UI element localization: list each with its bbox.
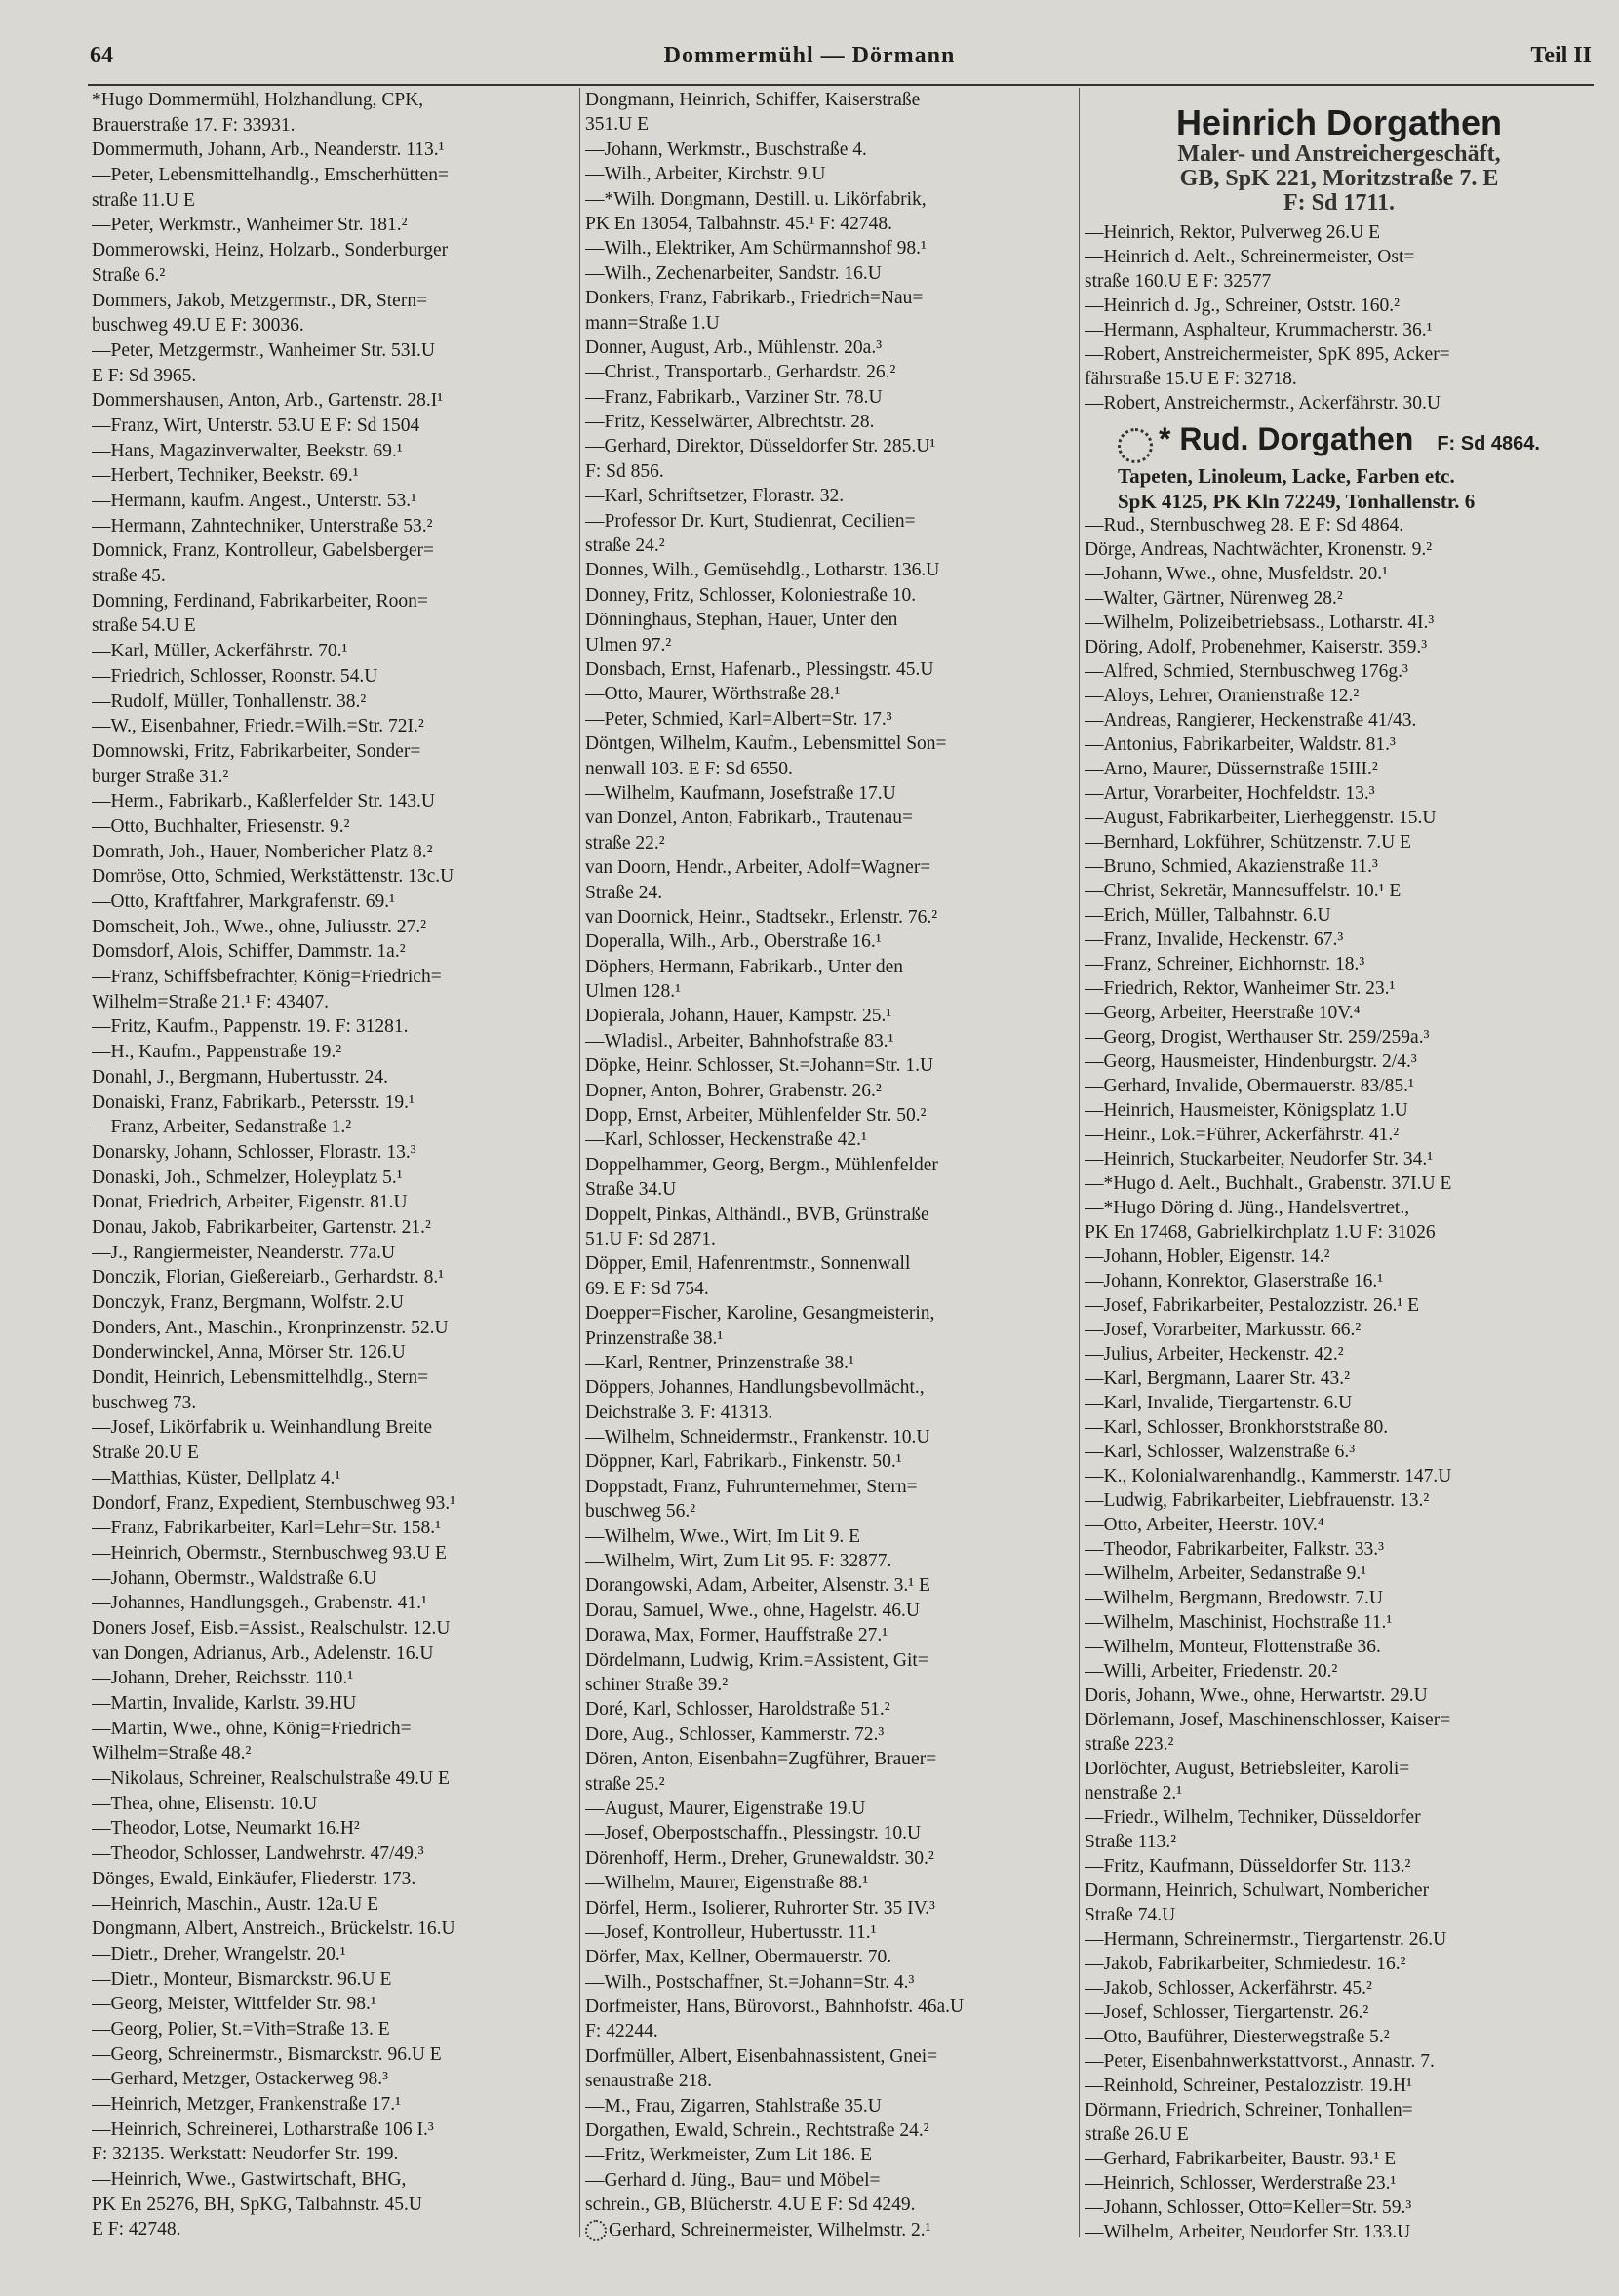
- entry-line: Domröse, Otto, Schmied, Werkstättenstr. 13c.U: [92, 866, 454, 888]
- entry-line: —Matthias, Küster, Dellplatz 4.¹: [92, 1467, 341, 1488]
- entry-line: Donczik, Florian, Gießereiarb., Gerhardstr. 8.¹: [92, 1267, 445, 1288]
- entry-line: van Dongen, Adrianus, Arb., Adelenstr. 16.U: [92, 1643, 434, 1664]
- entry-line: —Gerhard, Invalide, Obermauerstr. 83/85.¹: [1085, 1076, 1414, 1096]
- entry-line: Deichstraße 3. F: 41313.: [585, 1402, 773, 1423]
- entry-line: —Georg, Schreinermstr., Bismarckstr. 96.U E: [92, 2043, 442, 2065]
- wreath-icon: [1118, 428, 1153, 463]
- entry-line: —Friedr., Wilhelm, Techniker, Düsseldorfer: [1085, 1807, 1421, 1828]
- entry-line: —H., Kaufm., Pappenstraße 19.²: [92, 1042, 342, 1063]
- entry-line: Doris, Johann, Wwe., ohne, Herwartstr. 29.U: [1085, 1685, 1428, 1706]
- entry-line: —Johann, Dreher, Reichsstr. 110.¹: [92, 1668, 354, 1689]
- column-divider: [1079, 88, 1080, 2237]
- entry-line: —Heinrich, Metzger, Frankenstraße 17.¹: [92, 2094, 401, 2115]
- entry-line: straße 54.U E: [92, 615, 196, 637]
- entry-line: —Julius, Arbeiter, Heckenstr. 42.²: [1085, 1344, 1344, 1365]
- entry-line: —Heinrich d. Aelt., Schreinermeister, Ost=: [1085, 247, 1415, 267]
- entry-line: —Wilhelm, Kaufmann, Josefstraße 17.U: [585, 782, 896, 804]
- entry-line: —Franz, Invalide, Heckenstr. 67.³: [1085, 930, 1344, 950]
- entry-line: —Johann, Schlosser, Otto=Keller=Str. 59.³: [1085, 2197, 1412, 2218]
- entry-line: —Wilh., Postschaffner, St.=Johann=Str. 4.³: [585, 1971, 915, 1993]
- entry-line: —Otto, Maurer, Wörthstraße 28.¹: [585, 684, 841, 705]
- entry-line: Donsbach, Ernst, Hafenarb., Plessingstr. 45.U: [585, 658, 934, 680]
- entry-line: —Arno, Maurer, Düssernstraße 15III.²: [1085, 759, 1378, 779]
- entry-line: straße 160.U E F: 32577: [1085, 271, 1272, 292]
- entry-line: Donkers, Franz, Fabrikarb., Friedrich=Nau=: [585, 288, 924, 309]
- entry-line: mann=Straße 1.U: [585, 312, 720, 334]
- page-title: Dommermühl — Dörmann: [663, 43, 956, 68]
- entry-line: Donders, Ant., Maschin., Kronprinzenstr. 52.U: [92, 1317, 449, 1338]
- entry-line: —Josef, Oberpostschaffn., Plessingstr. 10.U: [585, 1823, 922, 1844]
- entry-line: straße 26.U E: [1085, 2124, 1189, 2145]
- entry-line: —Franz, Schiffsbefrachter, König=Friedrich=: [92, 967, 442, 988]
- entry-line: —Jakob, Schlosser, Ackerfährstr. 45.²: [1085, 1978, 1372, 1999]
- entry-line: straße 11.U E: [92, 189, 195, 211]
- entry-line: Donderwinckel, Anna, Mörser Str. 126.U: [92, 1342, 406, 1364]
- entry-line: PK En 17468, Gabrielkirchplatz 1.U F: 31026: [1085, 1222, 1436, 1243]
- entry-line: —Karl, Schriftsetzer, Florastr. 32.: [585, 486, 845, 507]
- entry-line: —Karl, Schlosser, Bronkhorststraße 80.: [1085, 1417, 1389, 1438]
- column-1: [92, 88, 575, 2242]
- entry-line: —Heinrich, Hausmeister, Königsplatz 1.U: [1085, 1100, 1408, 1121]
- ad-line: Tapeten, Linoleum, Lacke, Farben etc.: [1118, 463, 1455, 488]
- ad-line: SpK 4125, PK Kln 72249, Tonhallenstr. 6: [1118, 489, 1476, 513]
- entry-line: straße 24.²: [585, 535, 665, 557]
- entry-line: —Ludwig, Fabrikarbeiter, Liebfrauenstr. 13.²: [1085, 1490, 1430, 1511]
- entry-line: —Wilhelm, Wirt, Zum Lit 95. F: 32877.: [585, 1551, 892, 1572]
- entry-line: —Josef, Fabrikarbeiter, Pestalozzistr. 26.¹ E: [1085, 1295, 1419, 1316]
- entry-line: Ulmen 128.¹: [585, 981, 681, 1003]
- entry-line: —Johannes, Handlungsgeh., Grabenstr. 41.¹: [92, 1593, 427, 1614]
- entry-line: Dorawa, Max, Former, Hauffstraße 27.¹: [585, 1625, 888, 1646]
- entry-line: —Georg, Polier, St.=Vith=Straße 13. E: [92, 2018, 390, 2039]
- entry-line: —K., Kolonialwarenhandlg., Kammerstr. 147.U: [1085, 1466, 1452, 1486]
- entry-line: —M., Frau, Zigarren, Stahlstraße 35.U: [585, 2095, 882, 2117]
- entry-line: Donahl, J., Bergmann, Hubertusstr. 24.: [92, 1066, 389, 1088]
- entry-line: —Johann, Werkmstr., Buschstraße 4.: [585, 139, 867, 160]
- entry-line: —Karl, Schlosser, Walzenstraße 6.³: [1085, 1442, 1356, 1462]
- entry-line: —Otto, Buchhalter, Friesenstr. 9.²: [92, 815, 350, 837]
- entry-line: —Wilhelm, Maschinist, Hochstraße 11.¹: [1085, 1612, 1393, 1633]
- entry-line: —Karl, Bergmann, Laarer Str. 43.²: [1085, 1368, 1350, 1389]
- entry-line: 69. E F: Sd 754.: [585, 1278, 709, 1299]
- entry-line: Dörmann, Friedrich, Schreiner, Tonhallen=: [1085, 2100, 1413, 2120]
- entry-line: Straße 74.U: [1085, 1905, 1176, 1925]
- entry-line: —Dietr., Monteur, Bismarckstr. 96.U E: [92, 1968, 392, 1990]
- entry-line: —Fritz, Kaufmann, Düsseldorfer Str. 113.²: [1085, 1856, 1411, 1877]
- entry-line: Dorfmeister, Hans, Bürovorst., Bahnhofstr. 46a.U: [585, 1997, 965, 2018]
- entry-line: Dördelmann, Ludwig, Krim.=Assistent, Git=: [585, 1649, 928, 1671]
- entry-line: —Theodor, Fabrikarbeiter, Falkstr. 33.³: [1085, 1539, 1385, 1560]
- entry-line: straße 223.²: [1085, 1734, 1174, 1755]
- entry-line: Dorau, Samuel, Wwe., ohne, Hagelstr. 46.U: [585, 1600, 920, 1621]
- entry-line: Döphers, Hermann, Fabrikarb., Unter den: [585, 956, 903, 977]
- entry-line: Donat, Friedrich, Arbeiter, Eigenstr. 81.U: [92, 1192, 408, 1213]
- entry-line: *Hugo Dommermühl, Holzhandlung, CPK,: [92, 90, 424, 110]
- entry-line: —Franz, Fabrikarb., Varziner Str. 78.U: [585, 386, 883, 408]
- entry-line: —Wilhelm, Arbeiter, Neudorfer Str. 133.U: [1085, 2222, 1411, 2242]
- entry-line: —Franz, Schreiner, Eichhornstr. 18.³: [1085, 954, 1365, 974]
- entry-line: —*Wilh. Dongmann, Destill. u. Likörfabrik,: [585, 188, 927, 210]
- entry-line: schiner Straße 39.²: [585, 1675, 729, 1695]
- entry-line: —Thea, ohne, Elisenstr. 10.U: [92, 1793, 318, 1814]
- ad-line: GB, SpK 221, Moritzstraße 7. E: [1179, 166, 1499, 191]
- entry-line: —Karl, Rentner, Prinzenstraße 38.¹: [585, 1352, 854, 1373]
- entry-line: Dommershausen, Anton, Arb., Gartenstr. 28.I¹: [92, 390, 444, 412]
- entry-line: Doppelt, Pinkas, Althändl., BVB, Grünstraße: [585, 1204, 929, 1225]
- entry-line: Dormann, Heinrich, Schulwart, Nombericher: [1085, 1880, 1430, 1901]
- entry-line: —Antonius, Fabrikarbeiter, Waldstr. 81.³: [1085, 734, 1396, 755]
- entry-line: —Josef, Vorarbeiter, Markusstr. 66.²: [1085, 1320, 1362, 1340]
- entry-line: E F: 42748.: [92, 2219, 181, 2240]
- entry-line: —Rud., Sternbuschweg 28. E F: Sd 4864.: [1085, 515, 1404, 535]
- entry-line: —Fritz, Kaufm., Pappenstr. 19. F: 31281.: [92, 1016, 409, 1038]
- entry-line: —Karl, Müller, Ackerfährstr. 70.¹: [92, 641, 348, 662]
- entry-line: Donnes, Wilh., Gemüsehdlg., Lotharstr. 136.U: [585, 560, 940, 581]
- entry-line: —Wilhelm, Monteur, Flottenstraße 36.: [1085, 1637, 1381, 1657]
- entry-line: Döntgen, Wilhelm, Kaufm., Lebensmittel Son=: [585, 733, 947, 755]
- section-label: Teil II: [1530, 43, 1592, 68]
- entry-line: —Johann, Hobler, Eigenstr. 14.²: [1085, 1247, 1330, 1267]
- entry-line: —Georg, Meister, Wittfelder Str. 98.¹: [92, 1994, 376, 2015]
- entry-line: —Otto, Arbeiter, Heerstr. 10V.⁴: [1085, 1515, 1324, 1535]
- entry-line: —*Hugo Döring d. Jüng., Handelsvertret.,: [1085, 1198, 1410, 1218]
- entry-line: —Erich, Müller, Talbahnstr. 6.U: [1085, 905, 1331, 926]
- entry-line: Döppner, Karl, Fabrikarb., Finkenstr. 50.¹: [585, 1451, 902, 1473]
- entry-line: —Wilhelm, Wwe., Wirt, Im Lit 9. E: [585, 1525, 861, 1547]
- entry-line: —Walter, Gärtner, Nürenweg 28.²: [1085, 588, 1343, 609]
- entry-line: —Johann, Obermstr., Waldstraße 6.U: [92, 1567, 377, 1589]
- entry-line: Wilhelm=Straße 48.²: [92, 1743, 252, 1764]
- entry-line: —Reinhold, Schreiner, Pestalozzistr. 19.H¹: [1085, 2076, 1412, 2096]
- entry-line: —Martin, Invalide, Karlstr. 39.HU: [92, 1693, 357, 1714]
- entry-line: Dorlöchter, August, Betriebsleiter, Karoli=: [1085, 1759, 1410, 1779]
- entry-line: —Bernhard, Lokführer, Schützenstr. 7.U E: [1085, 832, 1411, 852]
- entry-line: —Gerhard, Fabrikarbeiter, Baustr. 93.¹ E: [1085, 2149, 1397, 2169]
- entry-line: —Herbert, Techniker, Beekstr. 69.¹: [92, 465, 359, 487]
- entry-line: 51.U F: Sd 2871.: [585, 1228, 716, 1249]
- entry-line: —Alfred, Schmied, Sternbuschweg 176g.³: [1085, 661, 1408, 682]
- entry-line: —Heinr., Lok.=Führer, Ackerfährstr. 41.²: [1085, 1125, 1400, 1145]
- entry-line: fährstraße 15.U E F: 32718.: [1085, 369, 1297, 389]
- entry-line: Donaski, Joh., Schmelzer, Holeyplatz 5.¹: [92, 1167, 403, 1188]
- entry-line: —Karl, Schlosser, Heckenstraße 42.¹: [585, 1129, 867, 1151]
- entry-line: Domning, Ferdinand, Fabrikarbeiter, Roon=: [92, 590, 428, 612]
- entry-line: Dommers, Jakob, Metzgermstr., DR, Stern=: [92, 290, 428, 311]
- entry-line: F: Sd 856.: [585, 460, 664, 482]
- entry-line: Donau, Jakob, Fabrikarbeiter, Gartenstr. 21.²: [92, 1216, 431, 1238]
- entry-line: Domnick, Franz, Kontrolleur, Gabelsberger=: [92, 540, 435, 562]
- entry-line: —Theodor, Lotse, Neumarkt 16.H²: [92, 1818, 360, 1840]
- entry-line: nenstraße 2.¹: [1085, 1783, 1183, 1803]
- entry-line: Dongmann, Heinrich, Schiffer, Kaiserstraße: [585, 90, 921, 110]
- entry-line: —Josef, Schlosser, Tiergartenstr. 26.²: [1085, 2002, 1369, 2023]
- entry-line: —Wilhelm, Schneidermstr., Frankenstr. 10.U: [585, 1427, 930, 1448]
- entry-line: straße 25.²: [585, 1773, 665, 1795]
- entry-line: Dondorf, Franz, Expedient, Sternbuschweg 93.¹: [92, 1492, 456, 1514]
- entry-line: PK En 25276, BH, SpKG, Talbahnstr. 45.U: [92, 2194, 422, 2215]
- entry-line: —Wilh., Arbeiter, Kirchstr. 9.U: [585, 164, 826, 185]
- page-number: 64: [90, 43, 113, 68]
- entry-line: nenwall 103. E F: Sd 6550.: [585, 758, 793, 779]
- entry-line: Straße 20.U E: [92, 1443, 199, 1464]
- entry-line: buschweg 49.U E F: 30036.: [92, 315, 304, 336]
- entry-line: —Martin, Wwe., ohne, König=Friedrich=: [92, 1718, 412, 1739]
- entry-line: —*Hugo d. Aelt., Buchhalt., Grabenstr. 37I.U E: [1085, 1173, 1452, 1194]
- advertisement-rud-dorgathen: [1081, 419, 1619, 514]
- entry-line: —Peter, Werkmstr., Wanheimer Str. 181.²: [92, 215, 408, 236]
- entry-line: —Peter, Lebensmittelhandlg., Emscherhütten=: [92, 165, 449, 186]
- entry-line: —Peter, Schmied, Karl=Albert=Str. 17.³: [585, 708, 892, 730]
- entry-line: Straße 113.²: [1085, 1832, 1176, 1852]
- entry-line: —Peter, Metzgermstr., Wanheimer Str. 53I.U: [92, 339, 436, 361]
- entry-line: —Heinrich, Rektor, Pulverweg 26.U E: [1085, 222, 1381, 243]
- entry-line: —August, Fabrikarbeiter, Lierheggenstr. 15.U: [1085, 808, 1437, 828]
- entry-line: —Aloys, Lehrer, Oranienstraße 12.²: [1085, 686, 1360, 706]
- entry-line: —Johann, Konrektor, Glaserstraße 16.¹: [1085, 1271, 1384, 1291]
- entry-line: —Herm., Fabrikarb., Kaßlerfelder Str. 143.U: [92, 791, 435, 812]
- entry-line: Doré, Karl, Schlosser, Haroldstraße 51.²: [585, 1699, 890, 1721]
- entry-line: Domrath, Joh., Hauer, Nombericher Platz 8.²: [92, 841, 433, 862]
- entry-line: Straße 6.²: [92, 264, 166, 286]
- entry-line: —Johann, Wwe., ohne, Musfeldstr. 20.¹: [1085, 564, 1388, 584]
- entry-line: Dorangowski, Adam, Arbeiter, Alsenstr. 3.¹ E: [585, 1575, 930, 1597]
- entry-line: Donarsky, Johann, Schlosser, Florastr. 13.³: [92, 1141, 416, 1163]
- entry-line: —Heinrich, Schreinerei, Lotharstraße 106 I.³: [92, 2118, 434, 2140]
- entry-line: Dören, Anton, Eisenbahn=Zugführer, Brauer=: [585, 1749, 937, 1770]
- entry-line: schrein., GB, Blücherstr. 4.U E F: Sd 4249.: [585, 2195, 916, 2216]
- entry-line: —Hermann, kaufm. Angest., Unterstr. 53.¹: [92, 491, 416, 511]
- entry-line: —Georg, Hausmeister, Hindenburgstr. 2/4.³: [1085, 1051, 1417, 1072]
- entry-line: —Wilhelm, Bergmann, Bredowstr. 7.U: [1085, 1588, 1383, 1608]
- entry-line: Döring, Adolf, Probenehmer, Kaiserstr. 359.³: [1085, 637, 1428, 657]
- column-3-part-1: [1085, 220, 1597, 416]
- ad-phone: F: Sd 4864.: [1437, 433, 1540, 455]
- entry-line: —Friedrich, Schlosser, Roonstr. 54.U: [92, 665, 378, 687]
- entry-line: Domscheit, Joh., Wwe., ohne, Juliusstr. 27.²: [92, 916, 426, 937]
- entry-line: —Gerhard d. Jüng., Bau= und Möbel=: [585, 2169, 881, 2191]
- ad-name: Heinrich Dorgathen: [1175, 102, 1503, 142]
- entry-line: Donczyk, Franz, Bergmann, Wolfstr. 2.U: [92, 1292, 404, 1313]
- entry-line: —Otto, Kraftfahrer, Markgrafenstr. 69.¹: [92, 891, 396, 912]
- entry-line: Prinzenstraße 38.¹: [585, 1327, 724, 1349]
- entry-line: Dopp, Ernst, Arbeiter, Mühlenfelder Str. 50.²: [585, 1105, 927, 1127]
- entry-line: straße 22.²: [585, 832, 665, 853]
- entry-line: Doppelhammer, Georg, Bergm., Mühlenfelder: [585, 1154, 938, 1175]
- entry-line: —Fritz, Kesselwärter, Albrechtstr. 28.: [585, 412, 875, 433]
- entry-line: —Bruno, Schmied, Akazienstraße 11.³: [1085, 856, 1378, 877]
- entry-line: —Hermann, Zahntechniker, Unterstraße 53.²: [92, 515, 433, 536]
- entry-line: Dorfmüller, Albert, Eisenbahnassistent, Gnei=: [585, 2045, 938, 2067]
- entry-line: Domsdorf, Alois, Schiffer, Dammstr. 1a.²: [92, 941, 406, 963]
- header-rule: [88, 84, 1594, 86]
- entry-line: 351.U E: [585, 114, 649, 136]
- entry-line: —Karl, Invalide, Tiergartenstr. 6.U: [1085, 1393, 1353, 1413]
- entry-line: Dörge, Andreas, Nachtwächter, Kronenstr. 9.²: [1085, 539, 1433, 560]
- entry-line: straße 45.: [92, 566, 166, 587]
- entry-line: Döpper, Emil, Hafenrentmstr., Sonnenwall: [585, 1253, 911, 1275]
- entry-line: —Friedrich, Rektor, Wanheimer Str. 23.¹: [1085, 978, 1396, 999]
- entry-line: Donney, Fritz, Schlosser, Koloniestraße 10.: [585, 584, 917, 606]
- entry-line: —Nikolaus, Schreiner, Realschulstraße 49.U E: [92, 1768, 450, 1790]
- entry-line: —Wilhelm, Maurer, Eigenstraße 88.¹: [585, 1873, 869, 1894]
- ad-line: Maler- und Anstreichergeschäft,: [1177, 141, 1501, 167]
- entry-line: Dorgathen, Ewald, Schrein., Rechtstraße 24.²: [585, 2120, 929, 2142]
- entry-line: Dönges, Ewald, Einkäufer, Fliederstr. 173.: [92, 1868, 416, 1889]
- entry-line: Dörlemann, Josef, Maschinenschlosser, Kaiser=: [1085, 1710, 1451, 1730]
- entry-line: —Wilh., Elektriker, Am Schürmannshof 98.¹: [585, 238, 927, 259]
- entry-line: Dopner, Anton, Bohrer, Grabenstr. 26.²: [585, 1080, 882, 1101]
- entry-line: —Franz, Fabrikarbeiter, Karl=Lehr=Str. 158.¹: [92, 1518, 441, 1539]
- entry-line: van Donzel, Anton, Fabrikarb., Trautenau=: [585, 808, 913, 829]
- entry-line: —W., Eisenbahner, Friedr.=Wilh.=Str. 72I.²: [92, 716, 424, 737]
- entry-line: Dommerowski, Heinz, Holzarb., Sonderburger: [92, 240, 449, 261]
- column-divider: [579, 88, 580, 2237]
- entry-line: Doepper=Fischer, Karoline, Gesangmeisterin,: [585, 1303, 935, 1325]
- entry-line: —Gerhard, Direktor, Düsseldorfer Str. 285.U¹: [585, 436, 936, 457]
- entry-line: Dommermuth, Johann, Arb., Neanderstr. 113.¹: [92, 139, 445, 161]
- entry-line: buschweg 56.²: [585, 1501, 696, 1523]
- entry-line: Dörenhoff, Herm., Dreher, Grunewaldstr. 30.²: [585, 1847, 934, 1869]
- entry-line: —Heinrich, Schlosser, Werderstraße 23.¹: [1085, 2173, 1397, 2194]
- entry-line: Straße 34.U: [585, 1179, 677, 1201]
- entry-line: van Doornick, Heinr., Stadtsekr., Erlenstr. 76.²: [585, 906, 938, 928]
- entry-line: —Wilhelm, Polizeibetriebsass., Lotharstr. 4I.³: [1085, 613, 1435, 633]
- entry-line: —Fritz, Werkmeister, Zum Lit 186. E: [585, 2145, 873, 2166]
- entry-line: —Heinrich, Obermstr., Sternbuschweg 93.U E: [92, 1542, 447, 1564]
- entry-line: —Willi, Arbeiter, Friedenstr. 20.²: [1085, 1661, 1338, 1682]
- entry-line: E F: Sd 3965.: [92, 365, 197, 386]
- entry-line: —Christ, Sekretär, Mannesuffelstr. 10.¹ E: [1085, 881, 1402, 901]
- entry-line: —Franz, Arbeiter, Sedanstraße 1.²: [92, 1117, 352, 1138]
- entry-line: F: 42244.: [585, 2021, 658, 2042]
- entry-line: Straße 24.: [585, 882, 663, 903]
- entry-line: —Hermann, Schreinermstr., Tiergartenstr. 26.U: [1085, 1929, 1447, 1950]
- entry-line: Domnowski, Fritz, Fabrikarbeiter, Sonder=: [92, 740, 421, 762]
- entry-line: —Robert, Anstreichermeister, SpK 895, Acker=: [1085, 344, 1450, 365]
- entry-line: Döpke, Heinr. Schlosser, St.=Johann=Str. 1.U: [585, 1055, 934, 1077]
- entry-line: Dondit, Heinrich, Lebensmittelhdlg., Stern=: [92, 1367, 429, 1389]
- wreath-icon: [585, 2220, 607, 2241]
- entry-text: Gerhard, Schreinermeister, Wilhelmstr. 2.¹: [609, 2219, 931, 2240]
- entry-line: —Wilh., Zechenarbeiter, Sandstr. 16.U: [585, 262, 882, 284]
- entry-line: —Heinrich, Stuckarbeiter, Neudorfer Str. 34.¹: [1085, 1149, 1434, 1169]
- entry-line: Wilhelm=Straße 21.¹ F: 43407.: [92, 991, 329, 1012]
- entry-line: —Peter, Eisenbahnwerkstattvorst., Annastr. 7.: [1085, 2051, 1435, 2072]
- advertisement-heinrich-dorgathen: [1081, 103, 1598, 216]
- entry-line: Döppers, Johannes, Handlungsbevollmächt.,: [585, 1377, 925, 1399]
- entry-line: —Robert, Anstreichermstr., Ackerfährstr. 30.U: [1085, 393, 1441, 414]
- entry-line: burger Straße 31.²: [92, 766, 229, 787]
- entry-line: Doperalla, Wilh., Arb., Oberstraße 16.¹: [585, 931, 882, 953]
- entry-line: —Jakob, Fabrikarbeiter, Schmiedestr. 16.²: [1085, 1954, 1406, 1974]
- entry-line: —Theodor, Schlosser, Landwehrstr. 47/49.³: [92, 1843, 424, 1865]
- entry-line: —Hans, Magazinverwalter, Beekstr. 69.¹: [92, 440, 403, 461]
- entry-line: Donaiski, Franz, Fabrikarb., Petersstr. 19.¹: [92, 1091, 415, 1113]
- entry-line: —Wladisl., Arbeiter, Bahnhofstraße 83.¹: [585, 1030, 894, 1051]
- column-2: [585, 88, 1073, 2242]
- entry-line: —Heinrich d. Jg., Schreiner, Oststr. 160.²: [1085, 296, 1400, 316]
- entry-line: —Gerhard, Metzger, Ostackerweg 98.³: [92, 2069, 388, 2090]
- entry-line: —Andreas, Rangierer, Heckenstraße 41/43.: [1085, 710, 1417, 731]
- entry-line: —Georg, Drogist, Werthauser Str. 259/259a.³: [1085, 1027, 1430, 1048]
- entry-line: —Georg, Arbeiter, Heerstraße 10V.⁴: [1085, 1003, 1361, 1023]
- entry-line: Dörfer, Max, Kellner, Obermauerstr. 70.: [585, 1947, 892, 1968]
- entry-line: —Artur, Vorarbeiter, Hochfeldstr. 13.³: [1085, 783, 1375, 804]
- entry-line: —Franz, Wirt, Unterstr. 53.U E F: Sd 1504: [92, 415, 420, 436]
- entry-line: buschweg 73.: [92, 1392, 197, 1413]
- entry-line: —Professor Dr. Kurt, Studienrat, Cecilien=: [585, 510, 916, 532]
- entry-line: Doners Josef, Eisb.=Assist., Realschulstr. 12.U: [92, 1617, 451, 1639]
- column-3-part-2: [1085, 513, 1597, 2244]
- entry-line: —Heinrich, Maschin., Austr. 12a.U E: [92, 1893, 379, 1915]
- entry-line: —Josef, Kontrolleur, Hubertusstr. 11.¹: [585, 1921, 877, 1943]
- entry-line: —Rudolf, Müller, Tonhallenstr. 38.²: [92, 691, 367, 712]
- entry-line: —J., Rangiermeister, Neanderstr. 77a.U: [92, 1242, 396, 1263]
- entry-line: —August, Maurer, Eigenstraße 19.U: [585, 1798, 866, 1819]
- entry-line: Dörfel, Herm., Isolierer, Ruhrorter Str. 35 IV.³: [585, 1897, 935, 1919]
- entry-line: —Josef, Likörfabrik u. Weinhandlung Breite: [92, 1417, 432, 1439]
- ad-name: * Rud. Dorgathen: [1159, 421, 1414, 456]
- entry-line: PK En 13054, Talbahnstr. 45.¹ F: 42748.: [585, 213, 893, 234]
- entry-line: senaustraße 218.: [585, 2071, 712, 2092]
- entry-line: Dönninghaus, Stephan, Hauer, Unter den: [585, 610, 898, 631]
- ad-line: F: Sd 1711.: [1283, 190, 1396, 216]
- entry-line: Donner, August, Arb., Mühlenstr. 20a.³: [585, 336, 883, 358]
- entry-line: —Otto, Bauführer, Diesterwegstraße 5.²: [1085, 2027, 1390, 2047]
- entry-line: —Wilhelm, Arbeiter, Sedanstraße 9.¹: [1085, 1564, 1367, 1584]
- entry-line: F: 32135. Werkstatt: Neudorfer Str. 199.: [92, 2144, 399, 2165]
- entry-line: Ulmen 97.²: [585, 634, 672, 655]
- entry-line: van Doorn, Hendr., Arbeiter, Adolf=Wagner=: [585, 857, 931, 879]
- entry-line: [585, 2218, 1073, 2242]
- entry-line: —Dietr., Dreher, Wrangelstr. 20.¹: [92, 1943, 346, 1964]
- entry-line: Dore, Aug., Schlosser, Kammerstr. 72.³: [585, 1723, 885, 1745]
- entry-line: —Hermann, Asphalteur, Krummacherstr. 36.¹: [1085, 320, 1433, 340]
- entry-line: Doppstadt, Franz, Fuhrunternehmer, Stern=: [585, 1476, 918, 1497]
- entry-line: Dongmann, Albert, Anstreich., Brückelstr. 16.U: [92, 1919, 455, 1940]
- entry-line: Brauerstraße 17. F: 33931.: [92, 114, 296, 136]
- entry-line: —Heinrich, Wwe., Gastwirtschaft, BHG,: [92, 2169, 407, 2191]
- entry-line: —Christ., Transportarb., Gerhardstr. 26.²: [585, 362, 896, 383]
- entry-line: Dopierala, Johann, Hauer, Kampstr. 25.¹: [585, 1006, 892, 1027]
